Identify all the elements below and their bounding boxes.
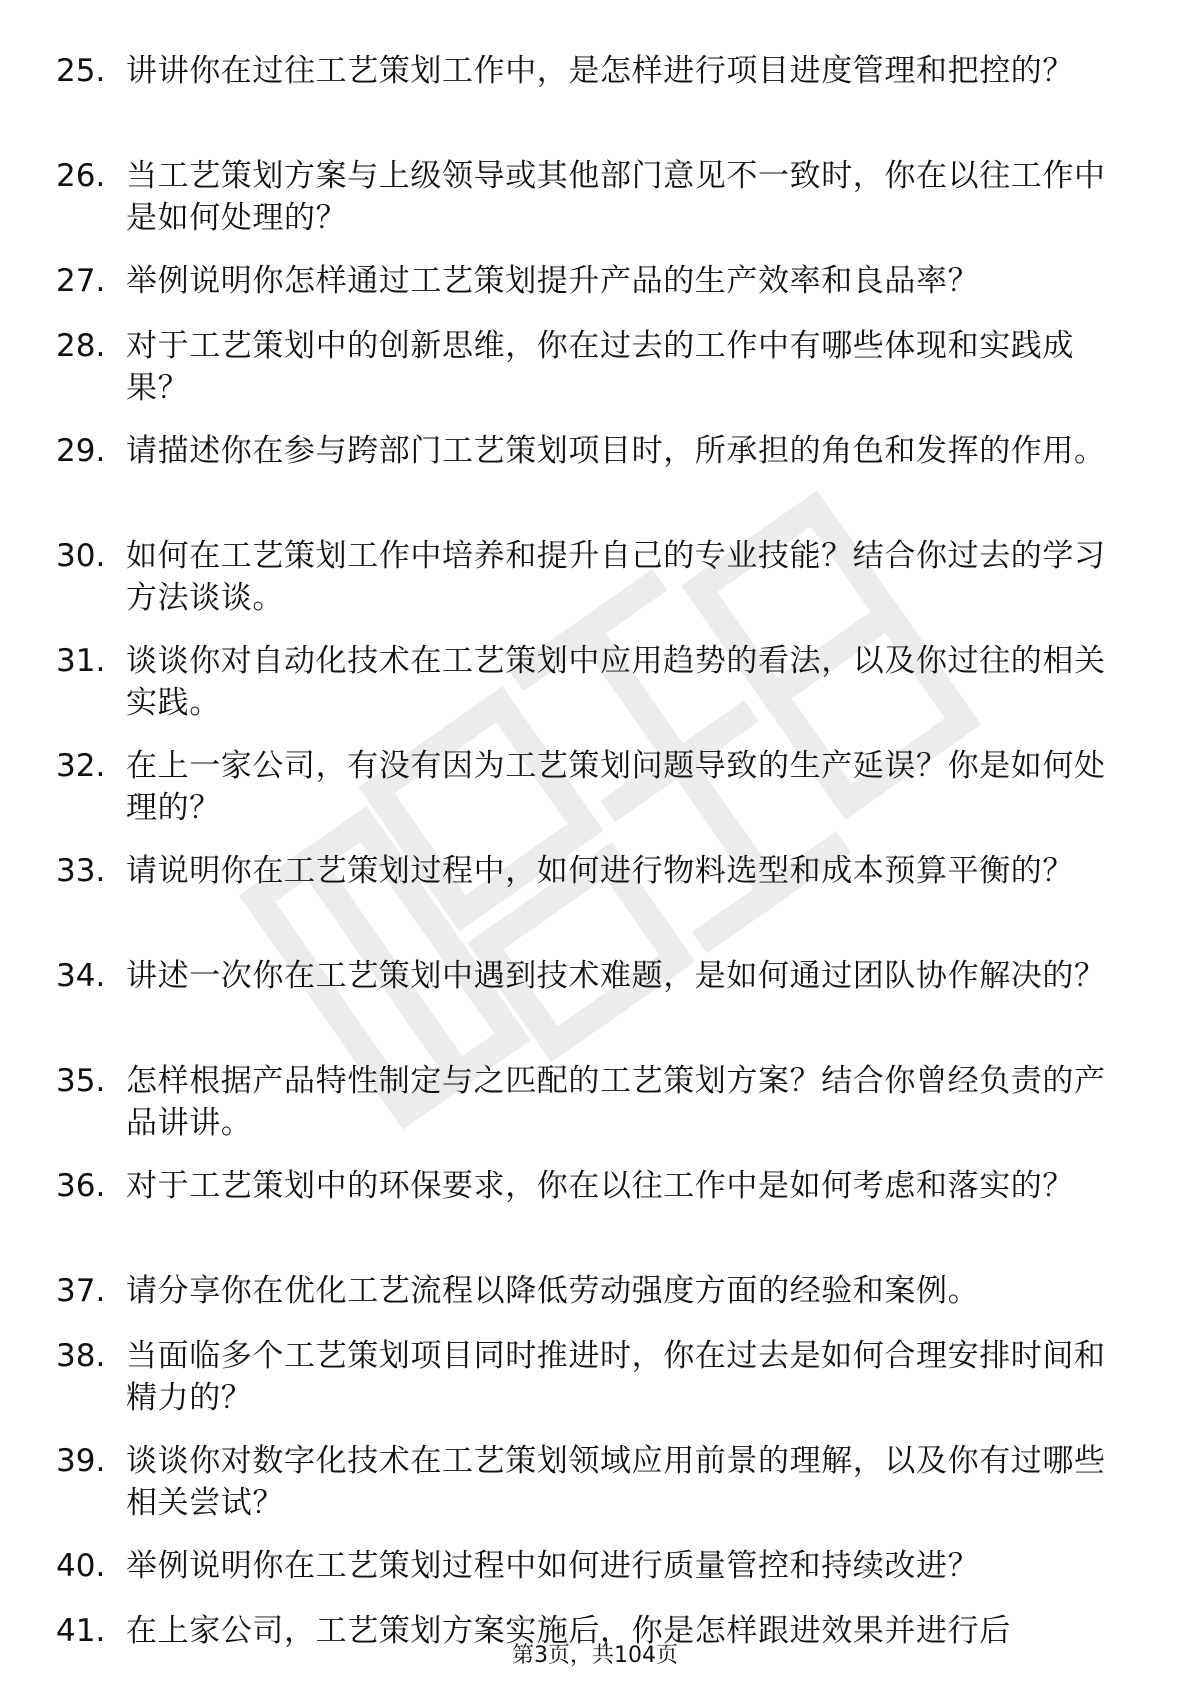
question-text: 在上一家公司，有没有因为工艺策划问题导致的生产延误？你是如何处理的？ (126, 748, 1106, 826)
question-number: 27. (56, 263, 106, 299)
question-text: 怎样根据产品特性制定与之匹配的工艺策划方案？结合你曾经负责的产品讲讲。 (126, 1063, 1106, 1141)
question-text: 举例说明你在工艺策划过程中如何进行质量管控和持续改进？ (126, 1548, 980, 1584)
question-text: 对于工艺策划中的创新思维，你在过去的工作中有哪些体现和实践成果？ (126, 328, 1074, 406)
question-item (0, 1270, 1190, 1335)
question-item (0, 535, 1190, 640)
question-number: 40. (56, 1548, 106, 1584)
question-number: 37. (56, 1273, 106, 1309)
question-number: 31. (56, 643, 106, 679)
question-text: 如何在工艺策划工作中培养和提升自己的专业技能？结合你过去的学习方法谈谈。 (126, 538, 1106, 616)
question-item (0, 325, 1190, 430)
question-text: 请分享你在优化工艺流程以降低劳动强度方面的经验和案例。 (126, 1273, 980, 1309)
question-item (0, 640, 1190, 745)
question-item (0, 50, 1190, 155)
question-item (0, 155, 1190, 260)
question-item (0, 1060, 1190, 1165)
question-text: 当工艺策划方案与上级领导或其他部门意见不一致时，你在以往工作中是如何处理的？ (126, 158, 1106, 236)
question-text: 在上家公司，工艺策划方案实施后，你是怎样跟进效果并进行后 (126, 1613, 1011, 1649)
question-text: 讲讲你在过往工艺策划工作中，是怎样进行项目进度管理和把控的？ (126, 53, 1074, 89)
question-text: 请说明你在工艺策划过程中，如何进行物料选型和成本预算平衡的？ (126, 853, 1074, 889)
question-item (0, 1545, 1190, 1610)
page-footer: 第3页，共104页 (512, 1643, 678, 1668)
question-number: 39. (56, 1443, 106, 1479)
question-number: 26. (56, 158, 106, 194)
question-text: 当面临多个工艺策划项目同时推进时，你在过去是如何合理安排时间和精力的？ (126, 1338, 1106, 1416)
question-item (0, 430, 1190, 535)
question-list (0, 50, 1190, 1675)
question-number: 29. (56, 433, 106, 469)
question-item (0, 745, 1190, 850)
question-number: 30. (56, 538, 106, 574)
question-text: 谈谈你对数字化技术在工艺策划领域应用前景的理解，以及你有过哪些相关尝试？ (126, 1443, 1106, 1521)
question-number: 38. (56, 1338, 106, 1374)
question-number: 32. (56, 748, 106, 784)
question-text: 举例说明你怎样通过工艺策划提升产品的生产效率和良品率？ (126, 263, 980, 299)
question-text: 请描述你在参与跨部门工艺策划项目时，所承担的角色和发挥的作用。 (126, 433, 1106, 469)
question-text: 对于工艺策划中的环保要求，你在以往工作中是如何考虑和落实的？ (126, 1168, 1074, 1204)
question-number: 34. (56, 958, 106, 994)
question-text: 谈谈你对自动化技术在工艺策划中应用趋势的看法，以及你过往的相关实践。 (126, 643, 1106, 721)
question-number: 36. (56, 1168, 106, 1204)
question-item (0, 1165, 1190, 1270)
question-number: 41. (56, 1613, 106, 1649)
question-text: 讲述一次你在工艺策划中遇到技术难题，是如何通过团队协作解决的？ (126, 958, 1106, 994)
question-item (0, 260, 1190, 325)
question-item (0, 850, 1190, 955)
question-number: 33. (56, 853, 106, 889)
question-number: 35. (56, 1063, 106, 1099)
question-number: 28. (56, 328, 106, 364)
question-item (0, 955, 1190, 1060)
question-number: 25. (56, 53, 106, 89)
question-item (0, 1335, 1190, 1440)
question-item (0, 1440, 1190, 1545)
